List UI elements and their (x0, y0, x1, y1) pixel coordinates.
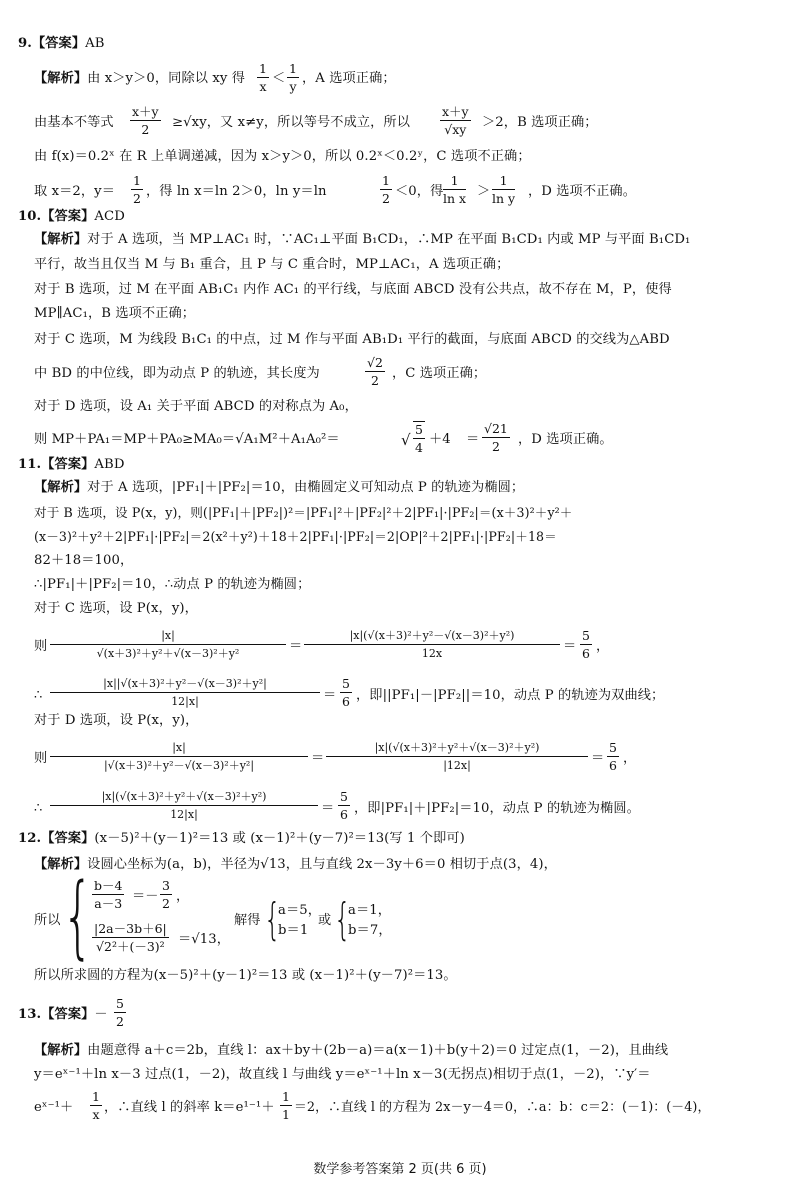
frac-den: √2²＋(－3)² (96, 939, 165, 954)
q11-frac (607, 740, 619, 773)
q11-text: ∴ (34, 688, 43, 703)
q9-frac (131, 173, 143, 206)
q9-text: ≥√xy，又 x≠y，所以等号不成立，所以 (172, 115, 411, 130)
frac-den: 1 (282, 1107, 290, 1122)
q13-text: 由题意得 a＋c＝2b，直线 l：ax＋by＋(2b－a)＝a(x－1)＋b(y＋2)＝0 过定点(1，－2)，且曲线 (87, 1043, 669, 1058)
q11-line1 (34, 479, 524, 497)
frac-den: x (259, 79, 267, 94)
q13-line1 (34, 1042, 668, 1060)
q11-text: ＝ (563, 639, 577, 654)
q11-text: 对于 A 选项，|PF₁|＋|PF₂|＝10，由椭圆定义可知动点 P 的轨迹为椭圆； (87, 480, 525, 495)
q12-explain-label: 【解析】 (34, 857, 88, 872)
frac-den: 6 (340, 807, 348, 822)
q9-text: ，A 选项正确； (302, 71, 396, 86)
frac-num: 5 (609, 740, 617, 755)
q11-frac (304, 628, 560, 661)
q10-frac (365, 355, 385, 388)
q13-answer: － (94, 1007, 108, 1022)
q11-text: ＝ (311, 751, 325, 766)
q10-header (18, 208, 125, 226)
frac-den: y (289, 79, 297, 94)
q12-answer: (x－5)²＋(y－1)²＝13 或 (x－1)²＋(y－7)²＝13(写 1 个即可) (94, 831, 465, 846)
q11-frac (338, 789, 350, 822)
q10-text: ，D 选项正确。 (518, 432, 613, 447)
q11-text: 82＋18＝100， (34, 553, 134, 568)
q9-answer-label: 【答案】 (31, 36, 86, 51)
frac-den: x (92, 1107, 100, 1122)
frac-num: 5 (340, 789, 348, 804)
q11-text: 对于 C 选项，设 P(x，y)， (34, 601, 198, 616)
frac-num: 1 (443, 173, 466, 190)
frac-num: |x|(√(x＋3)²＋y²－√(x－3)²＋y²) (304, 628, 560, 645)
frac-den: 4 (415, 440, 423, 455)
q10-line1 (34, 231, 690, 249)
frac-den: 6 (582, 646, 590, 661)
q9-answer: AB (85, 36, 105, 51)
q11-frac (50, 789, 318, 822)
q10-frac (482, 421, 510, 454)
q12-line1 (34, 856, 557, 874)
q11-text: (x－3)²＋y²＋2|PF₁|·|PF₂|＝2(x²＋y²)＋18＋2|PF₁|·|PF₂|＝2|OP|²＋2|PF₁|·|PF₂|＋18＝ (34, 529, 557, 544)
frac-den: 2 (382, 191, 390, 206)
q12-text: b＝1 (278, 923, 309, 938)
q13-text: ＝2，∴直线 l 的方程为 2x－y－4＝0，∴a：b：c＝2：(－1)：(－4)， (294, 1100, 711, 1115)
frac-den: √(x＋3)²＋y²＋√(x－3)²＋y² (96, 647, 240, 660)
frac-num: |2a－3b＋6| (94, 921, 167, 936)
frac-num: √21 (484, 421, 508, 436)
frac-den: 6 (609, 758, 617, 773)
q11-header (18, 456, 125, 474)
frac-num: |x| (50, 628, 286, 645)
frac-num: x＋y (132, 104, 159, 119)
q9-text: ＞2，B 选项正确； (482, 115, 598, 130)
q9-text: 由 x＞y＞0，同除以 xy 得 (87, 71, 245, 86)
q10-frac (413, 421, 425, 455)
q12-frac (160, 878, 172, 911)
page-footer: 数学参考答案第 2 页(共 6 页) (313, 1162, 487, 1177)
q11-answer: ABD (94, 457, 125, 472)
q11-text: ∴ (34, 801, 43, 816)
q11-text: ， (596, 639, 610, 654)
q11-explain-label: 【解析】 (34, 480, 88, 495)
q11-frac (326, 740, 588, 773)
q11-text: ＝ (321, 801, 335, 816)
q12-number: 12. (18, 831, 42, 846)
q11-text: ，即||PF₁|－|PF₂||＝10，动点 P 的轨迹为双曲线； (356, 688, 665, 703)
q9-text: ＞ (477, 184, 491, 199)
frac-num: x＋y (442, 104, 469, 119)
q11-frac (50, 676, 320, 709)
q13-answer-frac (114, 996, 126, 1029)
q12-frac (92, 921, 169, 954)
q11-text: ＝ (323, 688, 337, 703)
frac-den: ln y (492, 191, 516, 206)
q11-text: ∴|PF₁|＋|PF₂|＝10，∴动点 P 的轨迹为椭圆； (34, 577, 311, 592)
left-brace-icon: { (62, 864, 94, 969)
frac-den: 2 (116, 1014, 124, 1029)
q10-text: 中 BD 的中位线，即为动点 P 的轨迹，其长度为 (34, 366, 320, 381)
q9-text: ，D 选项不正确。 (528, 184, 636, 199)
frac-den: |√(x＋3)²＋y²－√(x－3)²＋y²| (103, 759, 255, 772)
q11-frac (50, 628, 286, 661)
frac-num: 1 (382, 173, 390, 188)
q11-answer-label: 【答案】 (41, 457, 95, 472)
q11-text: ＝ (289, 639, 303, 654)
q10-text: ＝ (466, 432, 480, 447)
q10-text: 则 MP＋PA₁＝MP＋PA₀≥MA₀＝√A₁M²＋A₁A₀²＝ (34, 432, 340, 447)
q13-header (18, 1006, 108, 1024)
q11-text: 对于 D 选项，设 P(x，y)， (34, 713, 199, 728)
frac-den: 2 (141, 122, 150, 137)
q12-text: 或 (318, 913, 332, 928)
q9-text: 由基本不等式 (34, 115, 114, 130)
q10-text: 对于 B 选项，过 M 在平面 AB₁C₁ 内作 AC₁ 的平行线，与底面 ABCD 没有公共点，故不存在 M，P，使得 (34, 282, 672, 297)
q13-text: y＝eˣ⁻¹＋ln x－3 过点(1，－2)，故直线 l 与曲线 y＝eˣ⁻¹＋ln x－3(无拐点)相切于点(1，－2)，∵y′＝ (34, 1067, 651, 1082)
frac-num: 5 (582, 628, 590, 643)
q9-frac (380, 173, 392, 206)
q11-text: ，即|PF₁|＋|PF₂|＝10，动点 P 的轨迹为椭圆。 (354, 801, 640, 816)
q12-text: a＝1， (348, 903, 392, 918)
q11-text: 对于 B 选项，设 P(x，y)，则(|PF₁|＋|PF₂|)²＝|PF₁|²＋|PF₂|²＋2|PF₁|·|PF₂|＝(x＋3)²＋y²＋ (34, 505, 573, 520)
q11-frac (580, 628, 592, 661)
q11-text: 则 (34, 751, 48, 766)
q9-text: ＜0，得 (395, 184, 444, 199)
left-brace-icon: { (334, 894, 351, 945)
q13-text: ，∴直线 l 的斜率 k＝e¹⁻¹＋ (104, 1100, 275, 1115)
q9-text: ，得 ln x＝ln 2＞0，ln y＝ln (146, 184, 327, 199)
q13-frac (280, 1089, 292, 1122)
frac-den: a－3 (94, 896, 123, 911)
q10-answer: ACD (94, 209, 125, 224)
frac-num: 5 (116, 996, 124, 1011)
q12-text: ＝√13， (178, 932, 231, 947)
q10-text: 对于 C 选项，M 为线段 B₁C₁ 的中点，过 M 作与平面 AB₁D₁ 平行的截面，与底面 ABCD 的交线为△ABD (34, 332, 670, 347)
q9-frac (287, 61, 299, 94)
frac-num: |x| (50, 740, 308, 757)
q9-frac (130, 104, 161, 137)
frac-den: √xy (444, 122, 467, 137)
q9-text: ＜ (272, 71, 286, 86)
frac-num: 5 (342, 676, 350, 691)
frac-den: 12x (421, 647, 443, 660)
q10-text: MP∥AC₁，B 选项不正确； (34, 306, 196, 321)
q11-text: ＝ (591, 751, 605, 766)
q11-number: 11. (18, 457, 42, 472)
q12-answer-label: 【答案】 (41, 831, 95, 846)
q10-text: 对于 A 选项，当 MP⊥AC₁ 时，∵AC₁⊥平面 B₁CD₁，∴MP 在平面 B₁CD₁ 内或 MP 与平面 B₁CD₁ (87, 232, 691, 247)
frac-num: 1 (259, 61, 267, 76)
q10-text: 对于 D 选项，设 A₁ 关于平面 ABCD 的对称点为 A₀， (34, 399, 358, 414)
frac-den: 2 (370, 373, 379, 388)
left-brace-icon: { (264, 894, 281, 945)
q12-text: ， (176, 889, 190, 904)
q12-text: 所以 (34, 913, 61, 928)
q9-explain-label: 【解析】 (34, 71, 88, 86)
frac-den: ln x (443, 191, 467, 206)
frac-num: 1 (92, 1089, 100, 1104)
frac-den: 12|x| (170, 808, 198, 821)
q13-text: eˣ⁻¹＋ (34, 1100, 74, 1115)
q11-frac (50, 740, 308, 773)
frac-num: 3 (162, 878, 170, 893)
q12-text: 所以所求圆的方程为(x－5)²＋(y－1)²＝13 或 (x－1)²＋(y－7)²＝13。 (34, 968, 457, 983)
frac-den: 2 (162, 896, 170, 911)
q11-text: ， (623, 751, 637, 766)
frac-num: 1 (289, 61, 297, 76)
sqrt-sign: √ (401, 431, 411, 449)
q12-text: 解得 (234, 913, 261, 928)
q12-header (18, 830, 465, 848)
q9-frac (257, 61, 269, 94)
q9-frac (440, 104, 471, 137)
frac-num: 5 (415, 422, 423, 437)
q10-explain-label: 【解析】 (34, 232, 88, 247)
frac-den: 2 (133, 191, 141, 206)
q9-text: 取 x＝2，y＝ (34, 184, 116, 199)
q13-answer-label: 【答案】 (41, 1007, 95, 1022)
q13-number: 13. (18, 1007, 42, 1022)
q9-header (18, 35, 105, 53)
frac-num: 1 (133, 173, 141, 188)
q12-text: a＝5， (278, 903, 322, 918)
q10-text: ＋4 (429, 432, 451, 447)
frac-num: |x|(√(x＋3)²＋y²＋√(x－3)²＋y²) (50, 789, 318, 806)
frac-den: 6 (342, 694, 350, 709)
frac-den: 2 (491, 439, 500, 454)
q9-text: 由 f(x)＝0.2ˣ 在 R 上单调递减，因为 x＞y＞0，所以 0.2ˣ＜0.2ʸ，C 选项不正确； (34, 149, 531, 164)
q10-answer-label: 【答案】 (41, 209, 95, 224)
q9-frac (492, 173, 515, 206)
q13-frac (90, 1089, 102, 1122)
q10-text: 平行，故当且仅当 M 与 B₁ 重合，且 P 与 C 重合时，MP⊥AC₁，A 选项正确； (34, 257, 510, 272)
q12-text: ＝－ (132, 889, 159, 904)
frac-num: √2 (367, 355, 383, 370)
frac-num: |x|(√(x＋3)²＋y²＋√(x－3)²＋y²) (326, 740, 588, 757)
frac-den: 12|x| (171, 695, 199, 708)
frac-num: 1 (492, 173, 515, 190)
q11-text: 则 (34, 639, 48, 654)
q11-frac (340, 676, 352, 709)
q12-text: b＝7， (348, 923, 392, 938)
frac-den: |12x| (443, 759, 471, 772)
q9-number: 9. (18, 36, 32, 51)
q10-text: ，C 选项正确； (392, 366, 487, 381)
frac-num: b－4 (94, 878, 123, 893)
q12-text: 设圆心坐标为(a，b)，半径为√13，且与直线 2x－3y＋6＝0 相切于点(3，4)， (87, 857, 557, 872)
q12-frac (92, 878, 124, 911)
q9-frac (443, 173, 466, 206)
q13-explain-label: 【解析】 (34, 1043, 88, 1058)
frac-num: 1 (282, 1089, 290, 1104)
q10-number: 10. (18, 209, 42, 224)
q9-line1 (34, 70, 245, 88)
frac-num: |x||√(x＋3)²＋y²－√(x－3)²＋y²| (50, 676, 320, 693)
